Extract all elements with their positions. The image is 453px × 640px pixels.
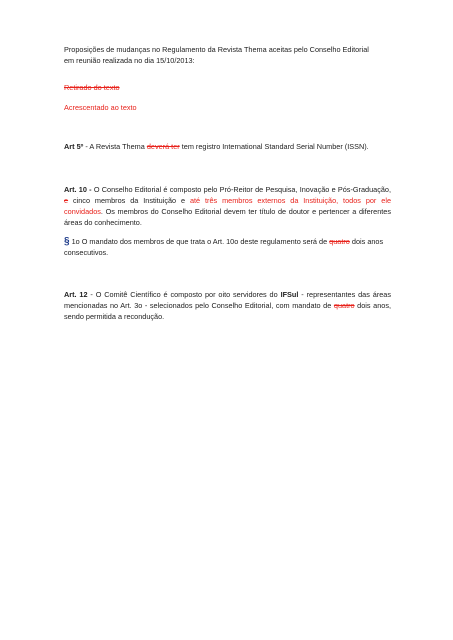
intro-line-2: em reunião realizada no dia 15/10/2013: (64, 56, 195, 65)
article-5-text-2: tem registro International Standard Serial Number (ISSN). (179, 142, 369, 151)
section-sign: § (64, 236, 70, 247)
paragraph-1-text-1: 1o O mandato dos membros de que trata o Art. 10o deste regulamento será de (69, 237, 330, 246)
article-12-text-2: - representantes das áreas mencionadas no Art. 3o - selecionados pelo Conselho Editorial, com mandato de (64, 290, 392, 310)
article-10-text-2: cinco membros da Instituição e (68, 196, 190, 205)
article-12-label: Art. 12 (64, 290, 88, 299)
article-12 (64, 289, 391, 322)
intro-paragraph (64, 44, 391, 66)
article-10-removed: e (64, 196, 69, 205)
article-10-added: até três membros externos da Instituição, todos por ele convidados (64, 196, 391, 216)
article-5 (64, 141, 391, 152)
legend-removed (64, 82, 391, 93)
paragraph-1-text-2: dois anos consecutivos. (64, 237, 384, 257)
article-5-text-1: - A Revista Thema (83, 142, 147, 151)
article-10 (64, 184, 391, 228)
intro-line-1: Proposições de mudanças no Regulamento da Revista Thema aceitas pelo Conselho Editorial (64, 45, 369, 54)
article-12-ifsul: IFSul (280, 290, 299, 299)
article-12-removed: quatro (333, 301, 355, 310)
legend-removed-text: Retirado do texto (64, 83, 120, 92)
paragraph-1-removed: quatro (329, 237, 350, 246)
paragraph-1 (64, 236, 391, 258)
article-5-label: Art 5º (64, 142, 84, 151)
article-12-text-3: dois anos, sendo permitida a recondução. (64, 301, 391, 321)
article-5-removed: deverá ter (146, 142, 180, 151)
article-10-text-3: . Os membros do Conselho Editorial devem ter título de doutor e pertencer a diferentes áreas do conhecimento. (64, 207, 391, 227)
article-12-text-1: - O Comitê Científico é composto por oito servidores do (87, 290, 281, 299)
legend-added (64, 102, 391, 113)
legend-added-text: Acrescentado ao texto (64, 103, 137, 112)
article-10-text-1: O Conselho Editorial é composto pelo Pró-Reitor de Pesquisa, Inovação e Pós-Graduação, (91, 185, 392, 194)
article-10-label: Art. 10 - (64, 185, 92, 194)
